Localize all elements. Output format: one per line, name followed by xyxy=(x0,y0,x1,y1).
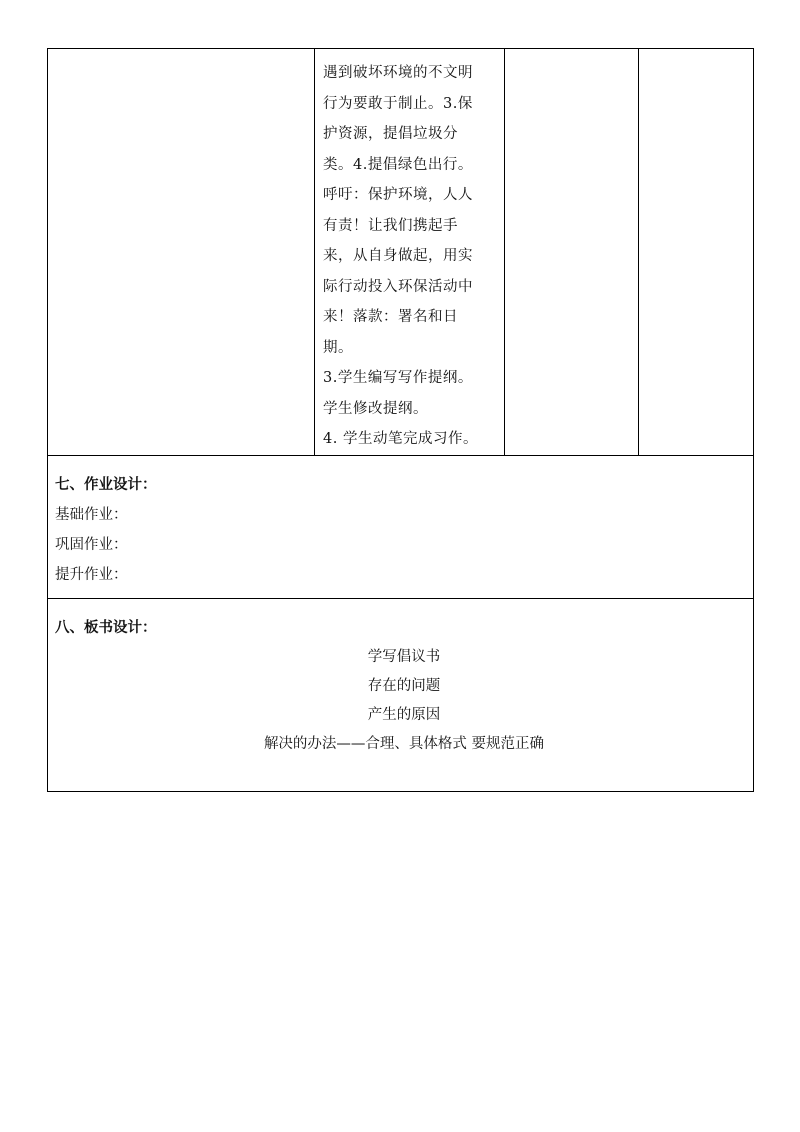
text-line: 来，从自身做起，用实 xyxy=(323,248,473,264)
board-line: 存在的问题 xyxy=(367,677,441,694)
board-content xyxy=(55,643,753,759)
board-line: 学写倡议书 xyxy=(367,648,441,665)
text-line: 期。 xyxy=(323,339,353,356)
text-line: 有责！让我们携起手 xyxy=(323,217,458,234)
board-line: 产生的原因 xyxy=(367,706,441,723)
text-line: 类。4.提倡绿色出行。 xyxy=(323,156,473,173)
homework-basic: 基础作业： xyxy=(55,506,128,523)
text-line: 4. 学生动笔完成习作。 xyxy=(323,431,478,447)
homework-advanced: 提升作业： xyxy=(55,566,128,583)
empty-cell-middle xyxy=(505,49,639,456)
board-design-cell xyxy=(48,598,754,791)
homework-title: 七、作业设计： xyxy=(55,476,157,493)
empty-cell-left xyxy=(48,49,315,456)
homework-cell xyxy=(48,455,754,598)
text-line: 遇到破坏环境的不文明 xyxy=(323,65,473,81)
text-line: 来！落款：署名和日 xyxy=(323,309,458,325)
board-design-section xyxy=(48,599,753,767)
empty-cell-right xyxy=(639,49,754,456)
text-line: 学生修改提纲。 xyxy=(323,400,428,417)
text-line: 际行动投入环保活动中 xyxy=(323,278,473,295)
homework-consolidate: 巩固作业： xyxy=(55,536,128,553)
homework-section xyxy=(48,456,753,598)
homework-row xyxy=(48,455,754,598)
text-line: 3.学生编写写作提纲。 xyxy=(323,370,473,386)
board-line: 解决的办法——合理、具体格式 要规范正确 xyxy=(263,735,545,752)
teaching-process-row xyxy=(48,49,754,456)
student-activity-cell xyxy=(315,49,505,456)
board-design-row xyxy=(48,598,754,791)
text-line: 行为要敢于制止。3.保 xyxy=(323,95,473,112)
lesson-plan-table xyxy=(47,48,754,792)
student-activity-text xyxy=(315,49,504,455)
text-line: 呼吁：保护环境，人人 xyxy=(323,187,473,203)
board-design-title: 八、板书设计： xyxy=(55,619,157,636)
text-line: 护资源，提倡垃圾分 xyxy=(323,126,458,142)
